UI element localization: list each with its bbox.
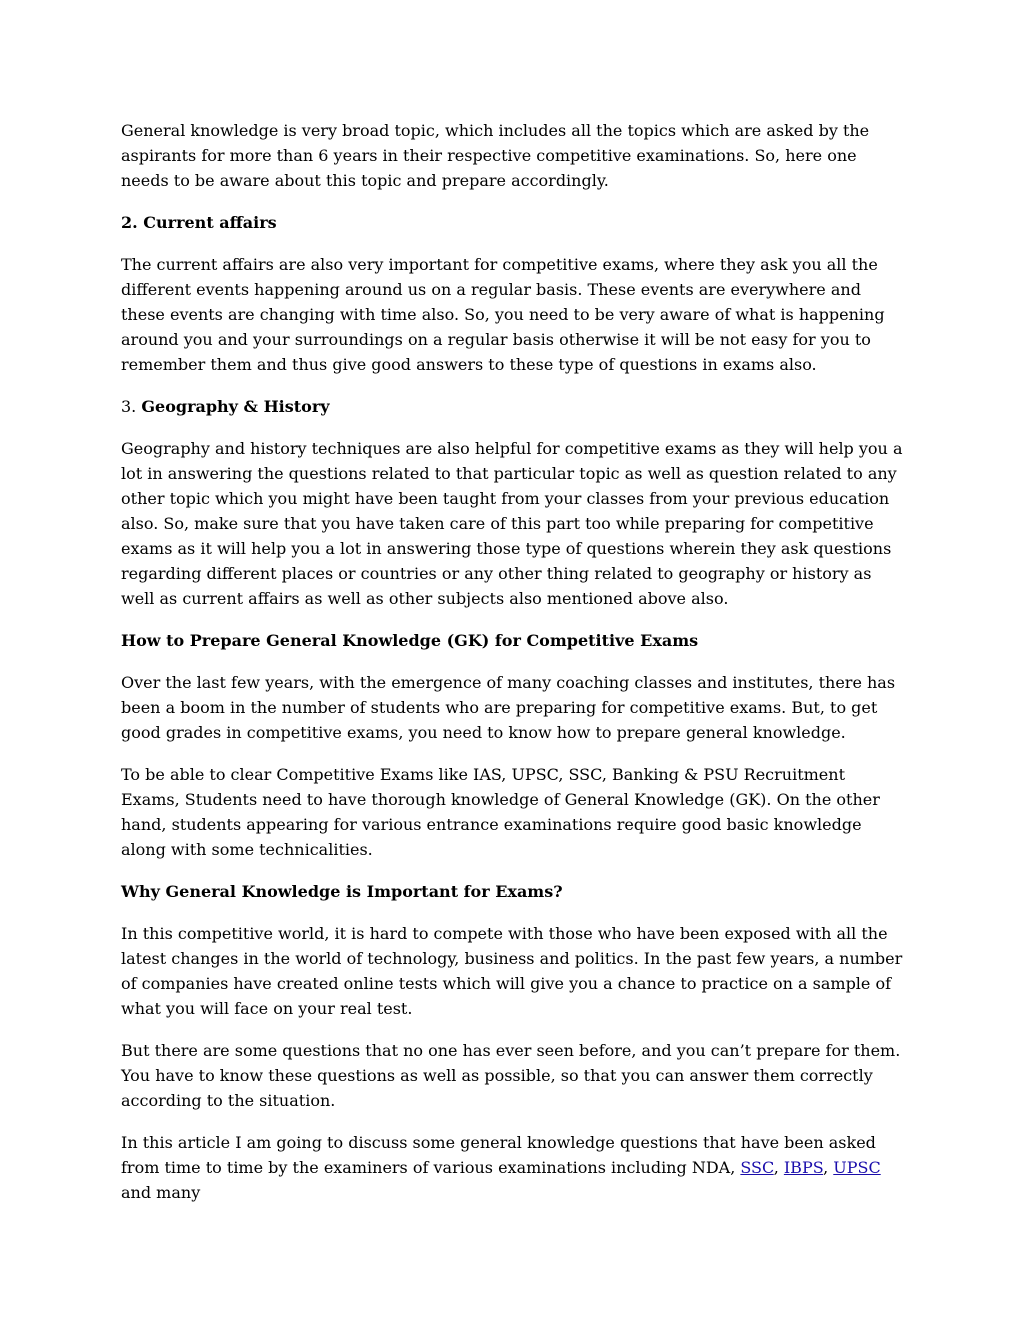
heading-geography-history xyxy=(121,394,907,419)
article-intro-tail: and many xyxy=(121,1183,201,1202)
geography-history-paragraph: Geography and history techniques are also helpful for competitive exams as they will help you a lot in answering the questions related to that particular topic as well as question related to any other topic which you might have been taught from your classes from your previous education also. So, make sure that you have taken care of this part too while preparing for competitive exams as it will help you a lot in answering those type of questions wherein they ask questions regarding different places or countries or any other thing related to geography or history as well as current affairs as well as other subjects also mentioned above also. xyxy=(121,439,903,608)
heading-label: Geography & History xyxy=(141,397,330,416)
intro-paragraph: General knowledge is very broad topic, which includes all the topics which are asked by the aspirants for more than 6 years in their respective competitive examinations. So, here one needs to be aware about this topic and prepare accordingly. xyxy=(121,121,870,190)
competitive-world-paragraph: In this competitive world, it is hard to compete with those who have been exposed with all the latest changes in the world of technology, business and politics. In the past few years, a number of companies have created online tests which will give you a chance to practice on a sample of what you will face on your real test. xyxy=(121,924,903,1018)
link-separator: , xyxy=(823,1158,834,1177)
current-affairs-paragraph: The current affairs are also very important for competitive exams, where they ask you all the different events happening around us on a regular basis. These events are everywhere and these events are changing with time also. So, you need to be very aware of what is happening around you and your surroundings on a regular basis otherwise it will be not easy for you to remember them and thus give good answers to these type of questions in exams also. xyxy=(121,255,885,374)
how-to-prepare-paragraph: Over the last few years, with the emergence of many coaching classes and institutes, there has been a boom in the number of students who are preparing for competitive exams. But, to get good grades in competitive exams, you need to know how to prepare general knowledge. xyxy=(121,673,896,742)
unseen-questions-paragraph: But there are some questions that no one has ever seen before, and you can’t prepare for them. You have to know these questions as well as possible, so that you can answer them correctly according to the situation. xyxy=(121,1041,901,1110)
article-intro-text: In this article I am going to discuss some general knowledge questions that have been asked from time to time by the examiners of various examinations including NDA, xyxy=(121,1133,876,1177)
link-separator: , xyxy=(773,1158,784,1177)
heading-current-affairs: 2. Current affairs xyxy=(121,213,277,232)
article-intro-paragraph xyxy=(121,1130,907,1205)
heading-why-important: Why General Knowledge is Important for Exams? xyxy=(121,882,563,901)
upsc-link[interactable]: UPSC xyxy=(833,1158,881,1177)
competitive-exams-paragraph: To be able to clear Competitive Exams like IAS, UPSC, SSC, Banking & PSU Recruitment Exams, Students need to have thorough knowledge of General Knowledge (GK). On the other hand, students appearing for various entrance examinations require good basic knowledge along with some technicalities. xyxy=(121,765,880,859)
ssc-link[interactable]: SSC xyxy=(740,1158,774,1177)
document-page xyxy=(121,118,907,1222)
ibps-link[interactable]: IBPS xyxy=(783,1158,824,1177)
heading-number: 3. xyxy=(121,397,142,416)
heading-how-to-prepare: How to Prepare General Knowledge (GK) for Competitive Exams xyxy=(121,631,699,650)
